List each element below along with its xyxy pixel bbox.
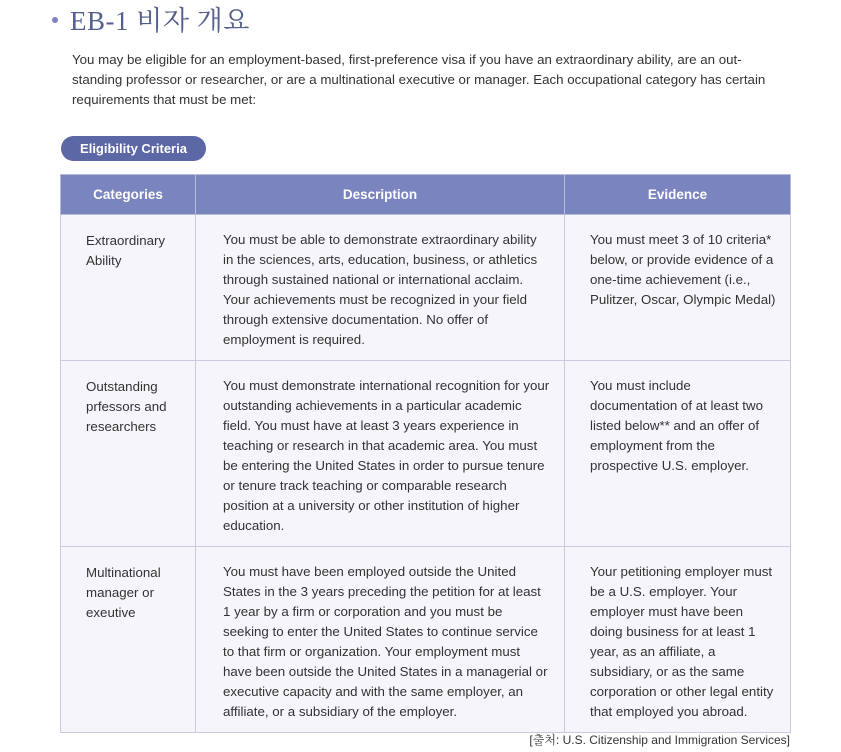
description-cell [196,547,565,733]
source-citation: [출처: U.S. Citizenship and Immigration Services] [529,733,790,747]
category-text: Multinational manager or exeutive [86,565,161,620]
table-row [61,215,791,361]
header-evidence: Evidence [565,175,791,215]
evidence-cell [565,547,791,733]
table-row [61,547,791,733]
table-row [61,361,791,547]
intro-paragraph: You may be eligible for an employment-based, first-preference visa if you have an extraordinary ability, are an out-standing professor or researcher, or are a multinational executive or manager. Each occupational category has certain requirements that must be met: [72,52,766,107]
description-cell [196,361,565,547]
header-description: Description [196,175,565,215]
category-cell [61,547,196,733]
page-title: EB-1 비자 개요 [70,5,250,36]
page-title-row [52,0,250,36]
evidence-text: You must include documentation of at least two listed below** and an offer of employment from the prospective U.S. employer. [590,378,763,473]
description-text: You must be able to demonstrate extraordinary ability in the sciences, arts, education, business, or athletics through sustained national or international acclaim. Your achievements must be recognized in your field through extensive documentation. No offer of employment is required. [223,232,538,347]
evidence-text: Your petitioning employer must be a U.S. employer. Your employer must have been doing business for at least 1 year, as an affiliate, a subsidiary, or as the same corporation or other legal entity that employed you abroad. [590,564,774,719]
category-text: Outstanding prfessors and researchers [86,379,167,434]
evidence-text: You must meet 3 of 10 criteria* below, or provide evidence of a one-time achievement (i.e., Pulitzer, Oscar, Olympic Medal) [590,232,776,307]
category-text: Extraordinary Ability [86,233,166,268]
eligibility-criteria-badge: Eligibility Criteria [61,136,206,161]
evidence-cell [565,215,791,361]
bullet-dot-icon [52,17,58,23]
evidence-cell [565,361,791,547]
description-cell [196,215,565,361]
description-text: You must demonstrate international recognition for your outstanding achievements in a particular academic field. You must have at least 3 years experience in teaching or research in that academic area. You must be entering the United States in order to pursue tenure or tenure track teaching or comparable research position at a university or other institution of higher education. [223,378,550,533]
description-text: You must have been employed outside the United States in the 3 years preceding the petition for at least 1 year by a firm or corporation and you must be seeking to enter the United States to continue service to that firm or organization. Your employment must have been outside the United States in a managerial or executive capacity and with the same employer, an affiliate, or a subsidiary of the employer. [223,564,548,719]
eligibility-table [60,174,791,733]
category-cell [61,361,196,547]
table-header-row [61,175,791,215]
category-cell [61,215,196,361]
header-categories: Categories [61,175,196,215]
